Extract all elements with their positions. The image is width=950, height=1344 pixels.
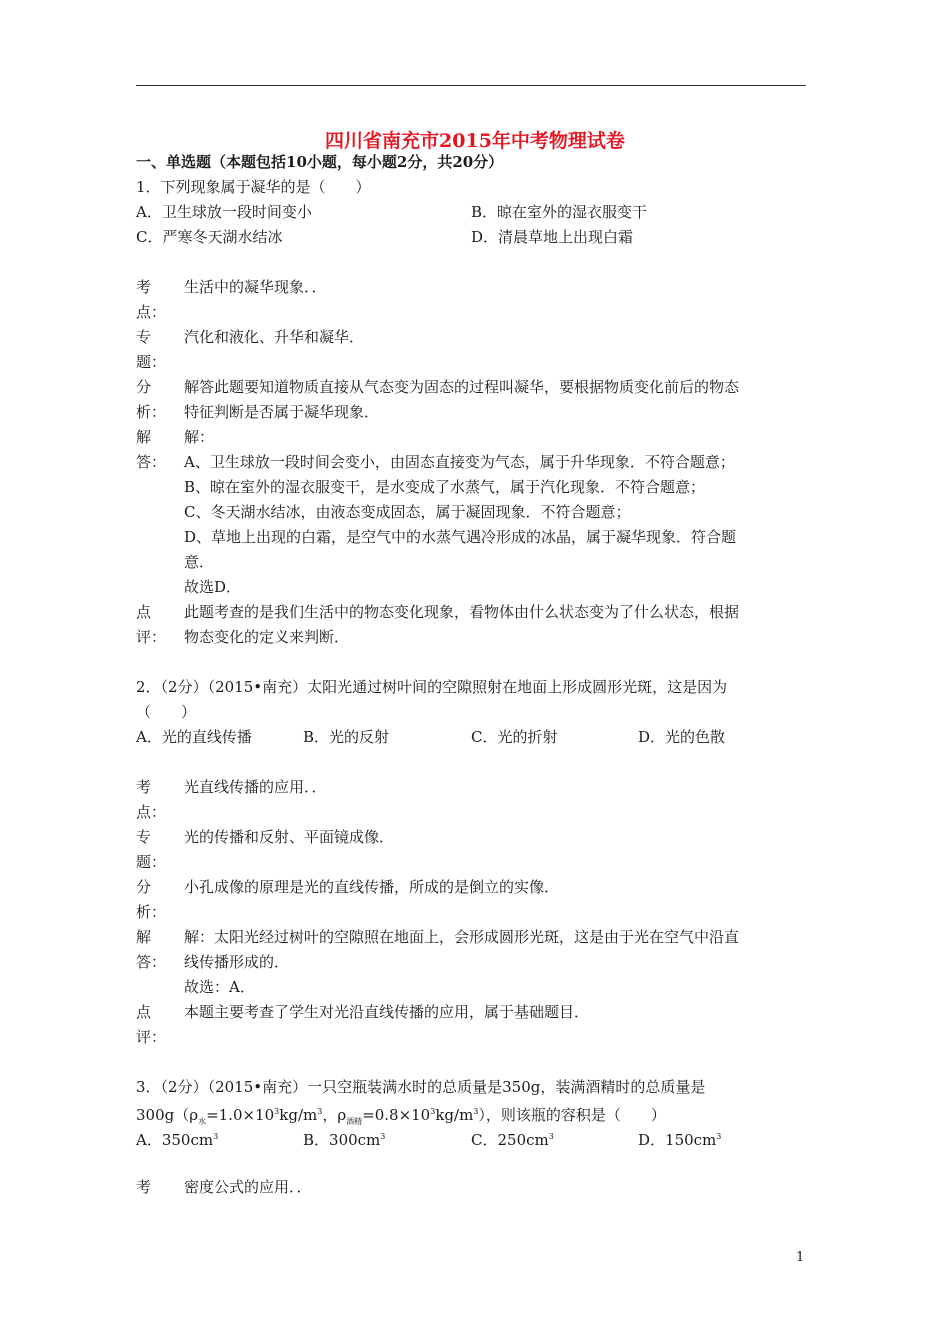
q3-option-text: C．250cm bbox=[471, 1131, 549, 1149]
q3-stem-part: kg/m bbox=[279, 1106, 318, 1124]
q2-stem-line: （ ） bbox=[136, 703, 197, 721]
q1-jieda-line: A、卫生球放一段时间会变小，由固态直接变为气态，属于升华现象．不符合题意； bbox=[184, 453, 735, 471]
q3-option-sup: 3 bbox=[213, 1132, 219, 1141]
q1-dianping-line: 此题考查的是我们生活中的物态变化现象，看物体由什么状态变为了什么状态，根据 bbox=[184, 603, 740, 621]
q2-jieda-label-2: 答： bbox=[136, 953, 167, 971]
q2-zhuanti: 光的传播和反射、平面镜成像． bbox=[184, 828, 395, 846]
q3-subscript: 酒精 bbox=[346, 1117, 363, 1126]
q1-jieda-line: 故选D． bbox=[184, 578, 242, 596]
q1-fenxi-label: 分 bbox=[136, 378, 152, 396]
q2-dianping-label: 点 bbox=[136, 1003, 152, 1021]
q1-dianping-line: 物态变化的定义来判断． bbox=[184, 628, 350, 646]
q1-fenxi-line: 解答此题要知道物质直接从气态变为固态的过程叫凝华，要根据物质变化前后的物态 bbox=[184, 378, 740, 396]
q3-option-sup: 3 bbox=[548, 1132, 554, 1141]
q3-subscript: 水 bbox=[198, 1117, 207, 1126]
q1-option-d: D．清晨草地上出现白霜 bbox=[471, 228, 634, 246]
q2-dianping-label-2: 评： bbox=[136, 1028, 167, 1046]
q2-jieda-line: 故选：A． bbox=[184, 978, 255, 996]
q3-stem-part: ），则该瓶的容积是（ ） bbox=[478, 1106, 666, 1124]
q1-jieda-line: C、冬天湖水结冰，由液态变成固态，属于凝固现象．不符合题意； bbox=[184, 503, 631, 521]
q2-fenxi-label: 分 bbox=[136, 878, 152, 896]
q3-superscript: 3 bbox=[430, 1107, 436, 1116]
q1-fenxi-label-2: 析： bbox=[136, 403, 167, 421]
q2-zhuanti-label-2: 题： bbox=[136, 853, 167, 871]
q1-jieda-line: 意． bbox=[184, 553, 215, 571]
q3-superscript: 3 bbox=[473, 1107, 479, 1116]
q3-stem-part: =0.8×10 bbox=[362, 1106, 431, 1124]
q3-option-text: A．350cm bbox=[136, 1131, 214, 1149]
q2-jieda-label: 解 bbox=[136, 928, 152, 946]
q3-option-sup: 3 bbox=[380, 1132, 386, 1141]
q1-option-c: C．严寒冬天湖水结冰 bbox=[136, 228, 283, 246]
q2-dianping: 本题主要考查了学生对光沿直线传播的应用，属于基础题目． bbox=[184, 1003, 590, 1021]
q3-stem-part: kg/m bbox=[435, 1106, 474, 1124]
q2-stem-line: 2．（2分）（2015•南充）太阳光通过树叶间的空隙照射在地面上形成圆形光斑，这是因为 bbox=[136, 678, 728, 696]
q1-jieda-line: 解： bbox=[184, 428, 215, 446]
q1-dianping-label: 点 bbox=[136, 603, 152, 621]
q2-kaodian-label: 考 bbox=[136, 778, 152, 796]
q1-jieda-label: 解 bbox=[136, 428, 152, 446]
q3-stem-part: 300g（ρ bbox=[136, 1106, 199, 1124]
q2-zhuanti-label: 专 bbox=[136, 828, 152, 846]
q3-option-a bbox=[136, 1128, 218, 1149]
q3-stem-line-2 bbox=[136, 1103, 666, 1131]
header-rule bbox=[136, 85, 806, 86]
q1-zhuanti: 汽化和液化、升华和凝华． bbox=[184, 328, 365, 346]
page-number: 1 bbox=[796, 1250, 805, 1265]
q3-option-b bbox=[303, 1128, 385, 1149]
q2-option-c: C．光的折射 bbox=[471, 728, 558, 746]
q2-option-b: B．光的反射 bbox=[303, 728, 390, 746]
q2-fenxi: 小孔成像的原理是光的直线传播，所成的是倒立的实像． bbox=[184, 878, 560, 896]
q2-option-d: D．光的色散 bbox=[638, 728, 726, 746]
exam-title: 四川省南充市2015年中考物理试卷 bbox=[325, 130, 625, 152]
q2-jieda-line: 解：太阳光经过树叶的空隙照在地面上，会形成圆形光斑，这是由于光在空气中沿直 bbox=[184, 928, 740, 946]
q1-kaodian-label-2: 点： bbox=[136, 303, 167, 321]
q2-option-a: A．光的直线传播 bbox=[136, 728, 252, 746]
q3-stem-part: ，ρ bbox=[322, 1106, 347, 1124]
q3-kaodian: 密度公式的应用．． bbox=[184, 1178, 312, 1196]
q3-kaodian-label: 考 bbox=[136, 1178, 152, 1196]
q2-kaodian: 光直线传播的应用．． bbox=[184, 778, 327, 796]
q3-stem-line: 3．（2分）（2015•南充）一只空瓶装满水时的总质量是350g，装满酒精时的总质量是 bbox=[136, 1078, 706, 1096]
q1-jieda-line: B、晾在室外的湿衣服变干，是水变成了水蒸气，属于汽化现象．不符合题意； bbox=[184, 478, 706, 496]
q2-kaodian-label-2: 点： bbox=[136, 803, 167, 821]
q3-option-c bbox=[471, 1128, 554, 1149]
q1-option-b: B．晾在室外的湿衣服变干 bbox=[471, 203, 648, 221]
q1-kaodian-label: 考 bbox=[136, 278, 152, 296]
q1-option-a: A．卫生球放一段时间变小 bbox=[136, 203, 312, 221]
q1-dianping-label-2: 评： bbox=[136, 628, 167, 646]
q1-zhuanti-label-2: 题： bbox=[136, 353, 167, 371]
q1-kaodian: 生活中的凝华现象．． bbox=[184, 278, 327, 296]
q1-stem: 1．下列现象属于凝华的是（ ） bbox=[136, 178, 371, 196]
section-heading: 一、单选题（本题包括10小题，每小题2分，共20分） bbox=[136, 153, 504, 171]
q2-fenxi-label-2: 析： bbox=[136, 903, 167, 921]
q2-jieda-line: 线传播形成的． bbox=[184, 953, 290, 971]
q1-jieda-label-2: 答： bbox=[136, 453, 167, 471]
q3-option-sup: 3 bbox=[716, 1132, 722, 1141]
q3-option-text: B．300cm bbox=[303, 1131, 381, 1149]
q1-jieda-line: D、草地上出现的白霜，是空气中的水蒸气遇冷形成的冰晶，属于凝华现象．符合题 bbox=[184, 528, 737, 546]
q1-zhuanti-label: 专 bbox=[136, 328, 152, 346]
q1-fenxi-line: 特征判断是否属于凝华现象． bbox=[184, 403, 380, 421]
q3-option-text: D．150cm bbox=[638, 1131, 717, 1149]
q3-superscript: 3 bbox=[317, 1107, 323, 1116]
q3-stem-part: =1.0×10 bbox=[206, 1106, 275, 1124]
q3-option-d bbox=[638, 1128, 721, 1149]
q3-superscript: 3 bbox=[274, 1107, 280, 1116]
